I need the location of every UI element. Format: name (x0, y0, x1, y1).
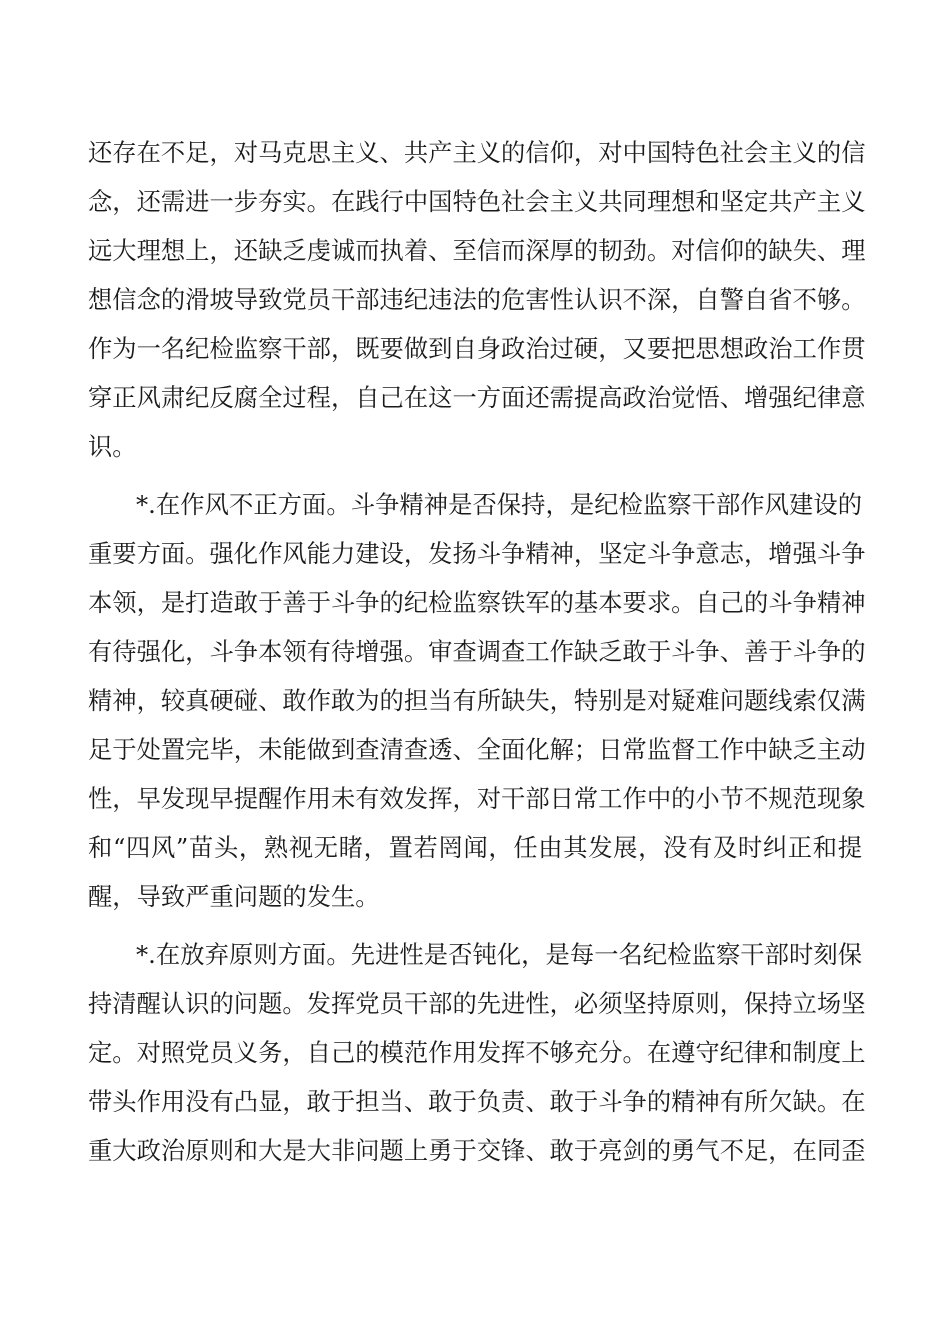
paragraph-2-line-9: 醒，导致严重问题的发生。 (88, 882, 380, 911)
paragraph-3-line-3: 定。对照党员义务，自己的模范作用发挥不够充分。在遵守纪律和制度上 (88, 1038, 866, 1067)
paragraph-1-line-6: 穿正风肃纪反腐全过程，自己在这一方面还需提高政治觉悟、增强纪律意 (88, 383, 866, 412)
paragraph-2-line-2: 重要方面。强化作风能力建设，发扬斗争精神，坚定斗争意志，增强斗争 (88, 539, 866, 568)
paragraph-3-line-1: *.在放弃原则方面。先进性是否钝化，是每一名纪检监察干部时刻保 (136, 940, 862, 969)
paragraph-1-line-2: 念，还需进一步夯实。在践行中国特色社会主义共同理想和坚定共产主义 (88, 187, 866, 216)
paragraph-2-line-8: 和“四风”苗头，熟视无睹，置若罔闻，任由其发展，没有及时纠正和提 (88, 833, 862, 862)
paragraph-2-line-7: 性，早发现早提醒作用未有效发挥，对干部日常工作中的小节不规范现象 (88, 784, 866, 813)
paragraph-3-line-4: 带头作用没有凸显，敢于担当、敢于负责、敢于斗争的精神有所欠缺。在 (88, 1087, 866, 1116)
paragraph-1-line-4: 想信念的滑坡导致党员干部违纪违法的危害性认识不深，自警自省不够。 (88, 285, 866, 314)
paragraph-3-line-2: 持清醒认识的问题。发挥党员干部的先进性，必须坚持原则，保持立场坚 (88, 989, 866, 1018)
paragraph-1-line-3: 远大理想上，还缺乏虔诚而执着、至信而深厚的韧劲。对信仰的缺失、理 (88, 236, 866, 265)
paragraph-2-line-5: 精神，较真硬碰、敢作敢为的担当有所缺失，特别是对疑难问题线索仅满 (88, 686, 866, 715)
paragraph-3-line-5: 重大政治原则和大是大非问题上勇于交锋、敢于亮剑的勇气不足，在同歪 (88, 1136, 866, 1165)
paragraph-2-line-6: 足于处置完毕，未能做到查清查透、全面化解；日常监督工作中缺乏主动 (88, 735, 866, 764)
paragraph-2-line-3: 本领，是打造敢于善于斗争的纪检监察铁军的基本要求。自己的斗争精神 (88, 588, 866, 617)
paragraph-1-line-1: 还存在不足，对马克思主义、共产主义的信仰，对中国特色社会主义的信 (88, 138, 866, 167)
paragraph-2-line-1: *.在作风不正方面。斗争精神是否保持，是纪检监察干部作风建设的 (136, 490, 862, 519)
paragraph-1-line-5: 作为一名纪检监察干部，既要做到自身政治过硬，又要把思想政治工作贯 (88, 334, 866, 363)
paragraph-2-line-4: 有待强化，斗争本领有待增强。审查调查工作缺乏敢于斗争、善于斗争的 (88, 637, 866, 666)
paragraph-1-line-7: 识。 (88, 432, 137, 461)
